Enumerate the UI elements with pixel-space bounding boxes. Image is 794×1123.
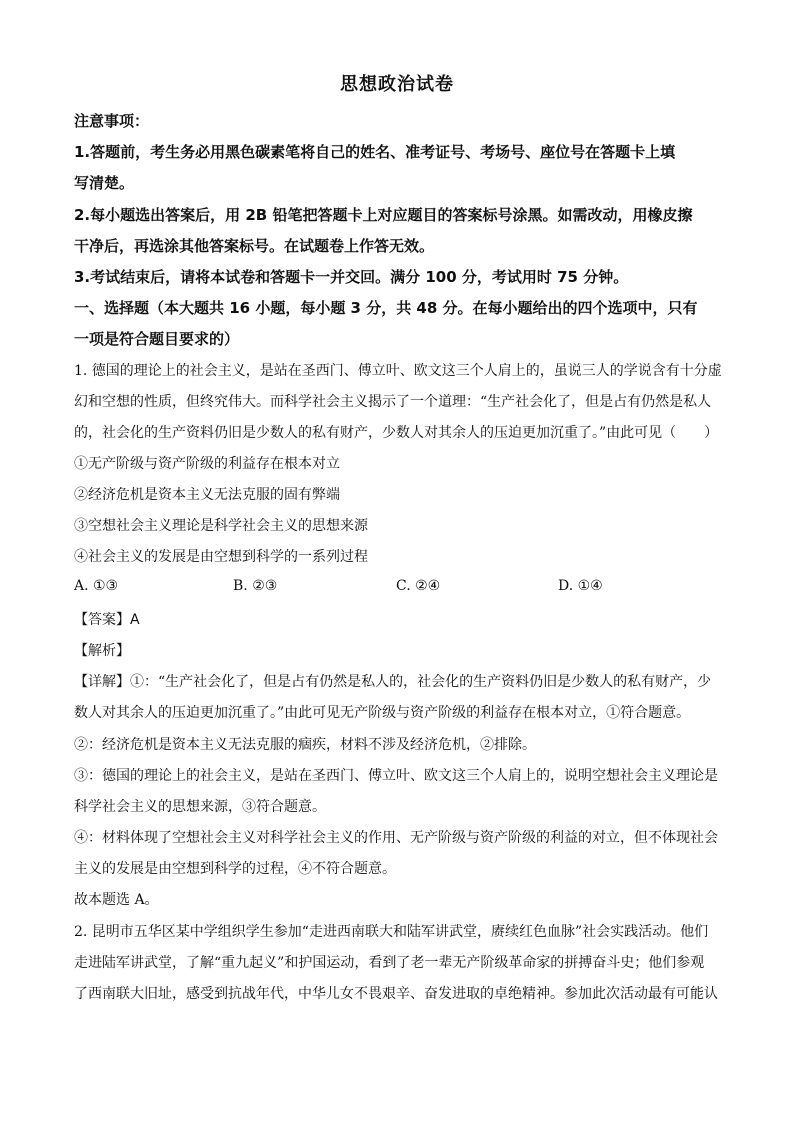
question-1-detail-line-3: ②：经济危机是资本主义无法克服的痼疾，材料不涉及经济危机，②排除。 — [74, 737, 536, 753]
question-2-stem-line-2: 走进陆军讲武堂，了解“重九起义”和护国运动，看到了老一辈无产阶级革命家的拼搏奋斗史；他们参观 — [74, 955, 705, 971]
question-1-statement-1: ①无产阶级与资产阶级的利益存在根本对立 — [74, 456, 340, 472]
question-1-detail-line-4: ③：德国的理论上的社会主义，是站在圣西门、傅立叶、欧文这三个人肩上的，说明空想社会主义理论是 — [74, 768, 718, 784]
question-1-stem-line-2: 幻和空想的性质，但终究伟大。而科学社会主义揭示了一个道理：“生产社会化了，但是占有仍然是私人 — [74, 394, 712, 410]
question-2-stem-line-1: 2. 昆明市五华区某中学组织学生参加“走进西南联大和陆军讲武堂，赓续红色血脉”社会实践活动。他们 — [74, 924, 709, 940]
question-1-option-b: B. ②③ — [233, 578, 278, 594]
question-1-statement-4: ④社会主义的发展是由空想到科学的一系列过程 — [74, 549, 368, 565]
question-1-statement-3: ③空想社会主义理论是科学社会主义的思想来源 — [74, 518, 368, 534]
question-1-statement-2: ②经济危机是资本主义无法克服的固有弊端 — [74, 487, 340, 503]
question-1-option-a: A. ①③ — [74, 578, 119, 594]
question-1-detail-line-7: 主义的发展是由空想到科学的过程，④不符合题意。 — [74, 861, 396, 877]
notice-item-1-line-1: 1.答题前，考生务必用黑色碳素笔将自己的姓名、准考证号、考场号、座位号在答题卡上填 — [74, 143, 676, 161]
question-1-stem-line-1: 1. 德国的理论上的社会主义，是站在圣西门、傅立叶、欧文这三个人肩上的，虽说三人的学说含有十分虚 — [74, 363, 722, 379]
section-heading-line-1: 一、选择题（本大题共 16 小题，每小题 3 分，共 48 分。在每小题给出的四个选项中，只有 — [74, 299, 698, 317]
question-1-answer: 【答案】A — [74, 612, 140, 628]
question-1-option-d: D. ①④ — [558, 578, 603, 594]
question-1-conclusion: 故本题选 A。 — [74, 892, 159, 908]
notice-heading: 注意事项： — [74, 112, 150, 130]
notice-item-1-line-2: 写清楚。 — [74, 174, 135, 192]
question-1-detail-line-2: 数人对其余人的压迫更加沉重了。”由此可见无产阶级与资产阶级的利益存在根本对立，①符合题意。 — [74, 705, 691, 721]
question-1-option-c: C. ②④ — [396, 578, 441, 594]
notice-item-2-line-1: 2.每小题选出答案后，用 2B 铅笔把答题卡上对应题目的答案标号涂黑。如需改动，用橡皮擦 — [74, 206, 693, 224]
question-1-detail-line-5: 科学社会主义的思想来源，③符合题意。 — [74, 799, 326, 815]
question-1-stem-line-3: 的，社会化的生产资料仍旧是少数人的私有财产，少数人对其余人的压迫更加沉重了。”由此可见（ ） — [74, 425, 719, 441]
page-title: 思想政治试卷 — [340, 74, 454, 95]
notice-item-2-line-2: 干净后，再选涂其他答案标号。在试题卷上作答无效。 — [74, 237, 435, 255]
question-1-analysis-label: 【解析】 — [74, 643, 130, 659]
question-2-stem-line-3: 了西南联大旧址，感受到抗战年代，中华儿女不畏艰辛、奋发进取的卓绝精神。参加此次活动最有可能认 — [74, 986, 718, 1002]
notice-item-3: 3.考试结束后，请将本试卷和答题卡一并交回。满分 100 分，考试用时 75 分钟。 — [74, 268, 629, 286]
section-heading-line-2: 一项是符合题目要求的） — [74, 330, 240, 348]
question-1-detail-line-1: 【详解】①：“生产社会化了，但是占有仍然是私人的，社会化的生产资料仍旧是少数人的私有财产，少 — [74, 674, 712, 690]
question-1-detail-line-6: ④：材料体现了空想社会主义对科学社会主义的作用、无产阶级与资产阶级的利益的对立，但不体现社会 — [74, 830, 718, 846]
